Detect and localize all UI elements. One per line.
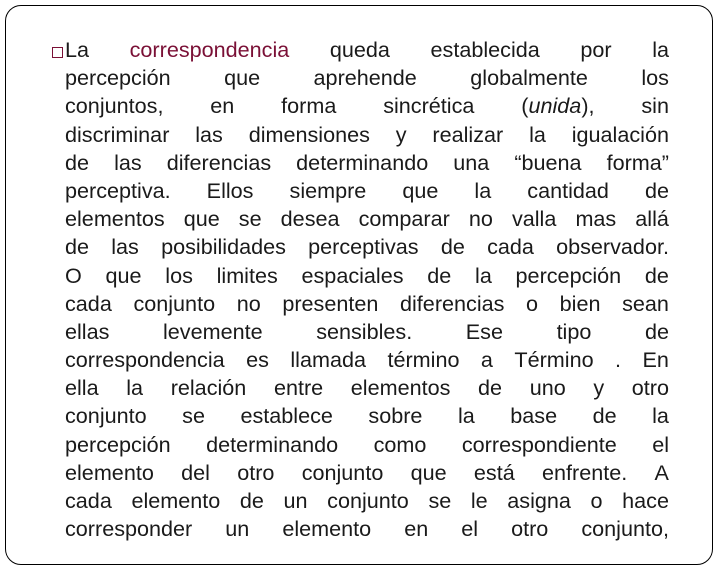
word: ellas — [65, 318, 110, 344]
word: de — [427, 262, 452, 288]
word: observador. — [556, 234, 669, 260]
word: realizar — [432, 121, 504, 147]
word: la — [474, 177, 492, 203]
word: presenten — [282, 290, 379, 316]
text-line — [52, 346, 669, 374]
word: elemento — [65, 459, 154, 485]
text-line — [52, 233, 669, 261]
text-line — [52, 64, 669, 92]
word: queda — [329, 37, 390, 62]
word: se — [238, 206, 262, 232]
word: establece — [240, 403, 333, 429]
text-line — [52, 318, 669, 346]
text-line — [52, 374, 669, 402]
word: que — [402, 177, 439, 203]
word: La — [65, 37, 90, 62]
word: otro — [631, 375, 669, 401]
word: es — [246, 347, 269, 373]
word: diferencias — [166, 149, 272, 175]
word: uno — [529, 375, 566, 401]
word: sin — [641, 93, 669, 119]
word: establecida — [430, 37, 540, 62]
word: igualación — [571, 121, 669, 147]
text-line — [52, 487, 669, 515]
word: siempre — [289, 177, 367, 203]
word: se — [428, 488, 452, 513]
word: entre — [273, 375, 324, 401]
word: bien — [559, 290, 601, 316]
word: cada — [487, 234, 534, 260]
word: en — [404, 516, 429, 542]
word: elementos — [350, 375, 451, 401]
bullet-first-word — [52, 36, 89, 64]
text-line — [52, 121, 669, 149]
word: por — [580, 37, 612, 62]
word: que — [410, 459, 447, 485]
word: conjunto — [65, 403, 147, 429]
word: el — [461, 516, 479, 542]
word: no — [236, 290, 261, 316]
text-line — [52, 92, 669, 120]
word: tipo — [556, 318, 592, 344]
text-line — [52, 149, 669, 177]
word: y — [395, 121, 407, 147]
text-line — [52, 205, 669, 233]
text-line — [52, 431, 669, 459]
word: llamada — [290, 347, 366, 373]
word: correspondiente — [461, 431, 617, 457]
word: le — [470, 488, 488, 513]
word: asigna — [507, 488, 571, 513]
word: de — [65, 149, 90, 175]
word: o — [590, 488, 603, 513]
text-line — [52, 459, 669, 487]
word: de — [644, 262, 669, 288]
word: espaciales — [301, 262, 404, 288]
word: sean — [622, 290, 669, 316]
word: dimensiones — [248, 121, 370, 147]
word: diferencias — [400, 290, 505, 316]
word: de — [65, 234, 90, 260]
word: determinando — [296, 149, 429, 175]
word: ella — [65, 375, 99, 401]
word: la — [126, 375, 144, 401]
word: de — [239, 488, 264, 513]
word: de — [440, 234, 465, 260]
word: forma” — [606, 149, 669, 175]
word: limites — [216, 262, 278, 288]
word: un — [283, 488, 308, 513]
word: elemento — [131, 488, 221, 513]
word: (unida), — [521, 93, 595, 119]
word: de — [644, 177, 669, 203]
word: elementos — [65, 206, 165, 232]
word: término — [387, 347, 460, 373]
word: perceptivas — [308, 234, 419, 260]
word: los — [165, 262, 193, 288]
word: cantidad — [527, 177, 609, 203]
word: percepción — [65, 431, 171, 457]
word: que — [183, 206, 220, 232]
word: la — [457, 403, 475, 429]
word: discriminar — [65, 121, 170, 147]
word: o — [526, 290, 539, 316]
word: perceptiva. — [65, 177, 171, 203]
text-line — [52, 402, 669, 430]
word: de — [592, 403, 617, 429]
word: conjunto — [301, 459, 384, 485]
word: globalmente — [470, 65, 588, 91]
word: aprehende — [313, 65, 417, 91]
word: desea — [280, 206, 340, 232]
word: Ellos — [206, 177, 254, 203]
word: otro — [511, 516, 549, 542]
word: relación — [170, 375, 247, 401]
word: cada — [65, 290, 112, 316]
word: valla — [511, 206, 557, 232]
word: en — [210, 93, 235, 119]
word: está — [473, 459, 515, 485]
word: sincrética — [383, 93, 475, 119]
word: se — [182, 403, 205, 429]
word: percepción — [65, 65, 171, 91]
word: determinando — [206, 431, 339, 457]
word: las — [111, 234, 139, 260]
text-line — [52, 515, 669, 543]
word: de — [644, 318, 669, 344]
word: corresponder — [65, 516, 193, 542]
word: “buena — [514, 149, 582, 175]
word: conjunto — [133, 290, 216, 316]
square-bullet-icon — [52, 47, 63, 58]
word: la — [529, 121, 546, 147]
word: sensibles. — [316, 318, 413, 344]
word: percepción — [515, 262, 622, 288]
word: mas — [575, 206, 617, 232]
word: En — [642, 347, 669, 373]
highlighted-keyword: correspondencia — [129, 37, 290, 62]
word: posibilidades — [161, 234, 286, 260]
word: conjunto — [327, 488, 409, 513]
word: correspondencia — [65, 347, 225, 373]
word: no — [468, 206, 493, 232]
word: . — [615, 347, 622, 373]
text-line — [52, 177, 669, 205]
word: y — [593, 375, 605, 401]
word: allá — [635, 206, 669, 232]
text-line — [52, 290, 669, 318]
word: elemento — [282, 516, 372, 542]
word: las — [195, 121, 223, 147]
word: cada — [65, 488, 112, 513]
word: un — [225, 516, 250, 542]
word: a — [480, 347, 493, 373]
text-line — [52, 36, 669, 64]
word: hace — [622, 488, 669, 513]
word: de — [478, 375, 503, 401]
word: A — [654, 459, 669, 485]
word: enfrente. — [542, 459, 628, 485]
word: O — [65, 262, 82, 288]
word: Ese — [465, 318, 503, 344]
slide-text-body — [52, 36, 669, 543]
word: una — [453, 149, 490, 175]
word: la — [475, 262, 492, 288]
text-line — [52, 262, 669, 290]
word: Término — [514, 347, 594, 373]
word: que — [105, 262, 142, 288]
word: que — [224, 65, 261, 91]
word: comparar — [358, 206, 450, 232]
word: del — [181, 459, 210, 485]
word: conjuntos, — [65, 93, 164, 119]
word: la — [652, 37, 669, 62]
word: el — [652, 431, 669, 457]
word: levemente — [162, 318, 263, 344]
word: los — [641, 65, 669, 91]
word: la — [652, 403, 669, 429]
word: forma — [281, 93, 337, 119]
word: como — [373, 431, 427, 457]
word: conjunto, — [581, 516, 669, 542]
word: las — [114, 149, 142, 175]
word: otro — [237, 459, 275, 485]
word: base — [510, 403, 558, 429]
word: sobre — [368, 403, 423, 429]
